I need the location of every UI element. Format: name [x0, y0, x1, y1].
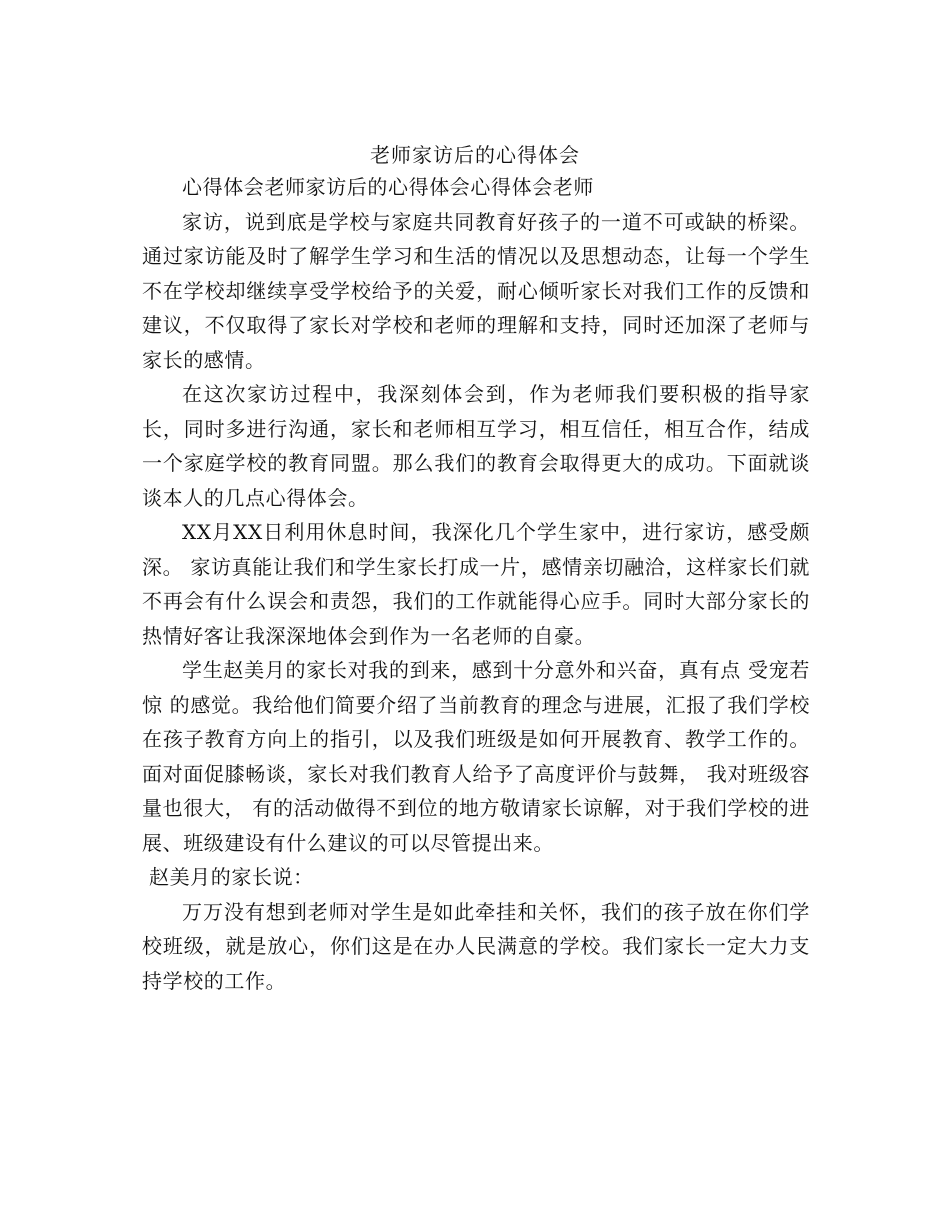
paragraph-parent-said: 赵美月的家长说：	[142, 865, 314, 889]
paragraph-parent-quote: 万万没有想到老师对学生是如此牵挂和关怀，我们的孩子放在你们学校班级，就是放心，你们这是在办人民满意的学校。我们家长一定大力支持学校的工作。	[142, 899, 810, 993]
paragraph-student-parents: 学生赵美月的家长对我的到来，感到十分意外和兴奋，真有点 受宠若惊 的感觉。我给他们简要介绍了当前教育的理念与进展，汇报了我们学校在孩子教育方向上的指引，以及我们班级是如何开展教育、教学工作的。面对面促膝畅谈，家长对我们教育人给予了高度评价与鼓舞， 我对班级容量也很大， 有的活动做得不到位的地方敬请家长谅解，对于我们学校的进展、班级建设有什么建议的可以尽管提出来。	[142, 658, 810, 855]
paragraph-subtitle: 心得体会老师家访后的心得体会心得体会老师	[182, 175, 594, 199]
document-title: 老师家访后的心得体会	[370, 143, 580, 167]
paragraph-home-visit-intro: 家访，说到底是学校与家庭共同教育好孩子的一道不可或缺的桥梁。通过家访能及时了解学生学习和生活的情况以及思想动态，让每一个学生不在学校却继续享受学校给予的关爱，耐心倾听家长对我们工作的反馈和建议，不仅取得了家长对学校和老师的理解和支持，同时还加深了老师与家长的感情。	[142, 209, 810, 372]
paragraph-visit-date: XX月XX日利用休息时间，我深化几个学生家中，进行家访，感受颇深。 家访真能让我们和学生家长打成一片，感情亲切融洽，这样家长们就不再会有什么误会和责怨，我们的工作就能得心应手。同时大部分家长的热情好客让我深深地体会到作为一名老师的自豪。	[142, 520, 810, 648]
document-body	[142, 170, 810, 998]
paragraph-experience: 在这次家访过程中，我深刻体会到，作为老师我们要积极的指导家长，同时多进行沟通，家长和老师相互学习，相互信任，相互合作，结成一个家庭学校的教育同盟。那么我们的教育会取得更大的成功。下面就谈谈本人的几点心得体会。	[142, 382, 810, 510]
